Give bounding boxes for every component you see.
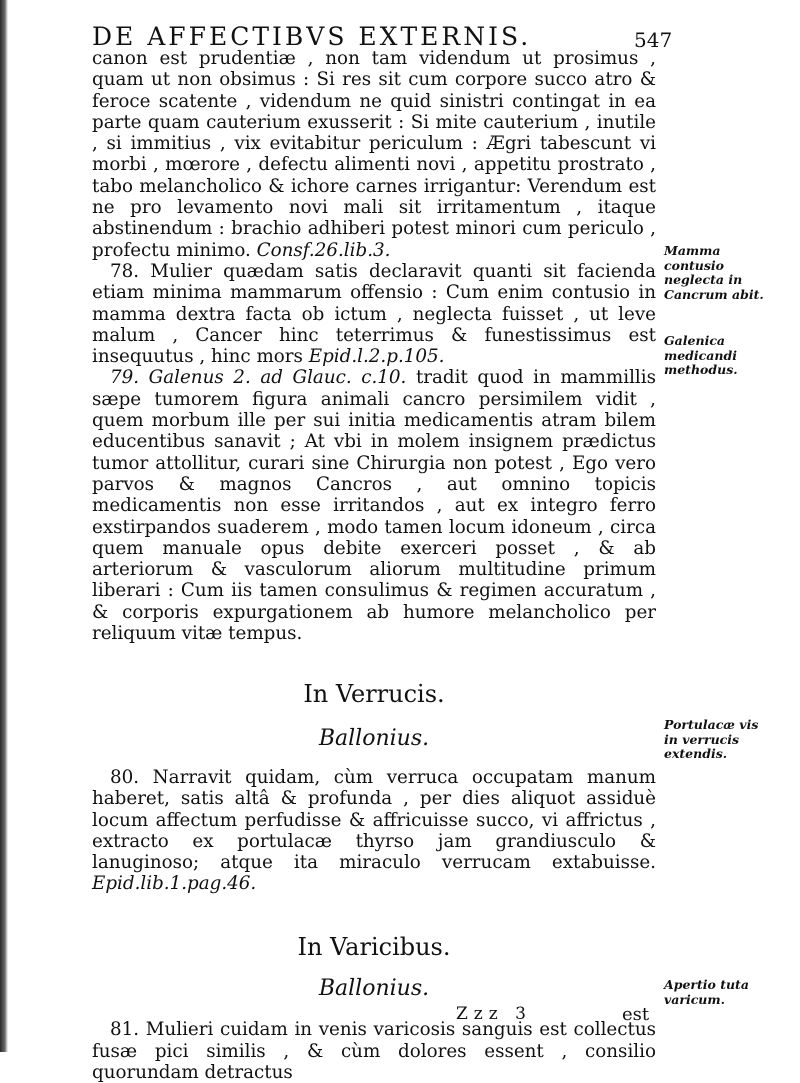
page-number: 547 [634,28,673,52]
paragraph-78 [92,261,656,367]
sidenote-mamma: Mamma contusio neglecta in Cancrum abit. [664,243,764,302]
sidenote-apertio: Apertio tuta varicum. [664,977,749,1007]
citation: 79. Galenus 2. ad Glauc. c.10. [110,367,407,389]
paragraph-text: 81. Mulieri cuidam in venis varicosis sanguis est collectus fusæ pici similis , & cùm dolores essent , consilio quorundam detractus [92,1019,656,1083]
paragraph-79 [92,367,656,644]
paragraph-continued [92,48,656,261]
paragraph-text: 80. Narravit quidam, cùm verruca occupatam manum haberet, satis altâ & profunda , per dies aliquot assiduè locum affectum perfudisse & affricuisse succo, vi affrictus , extracto ex portulacæ thyrso jam grandiusculo & lanuginoso; atque ita miraculo verrucam extabuisse. [92,766,656,874]
page-gutter-shadow [0,0,8,1052]
citation: Epid.l.2.p.105. [308,346,445,368]
running-head: DE AFFECTIBVS EXTERNIS. [92,22,532,51]
section-author-verrucis: Ballonius. [318,725,430,751]
section-heading-verrucis: In Verrucis. [303,680,445,709]
sidenote-portulaca: Portulacæ vis in verrucis extendis. [664,717,759,761]
section-author-varicibus: Ballonius. [318,975,430,1001]
paragraph-text: tradit quod in mammillis sæpe tumorem figura animali cancro persimilem vidit , quem morbum ille per sui initia medicamentis atram bilem educentibus sanavit ; At vbi in molem insignem prædictus tumor attollitur, curari sine Chirurgia non potest , Ego vero parvos & magnos Cancros , aut omnino topicis medicamentis non esse irritandos , aut ex integro ferro exstirpandos suaderem , modo tamen locum idoneum , circa quem manuale opus debite exerceri posset , & ab arteriorum & vasculorum aliorum multitudine primum liberari : Cum iis tamen consulimus & regimen accuratum , & corporis expurgationem ab humore melancholico per reliquum vitæ tempus. [92,367,657,645]
paragraph-text: canon est prudentiæ , non tam videndum ut prosimus , quam ut non obsimus : Si res sit cum corpore succo atro & feroce scatente , videndum ne quid sinistri contingat in ea parte quam cauterium exusserit : Si mite cauterium , inutile , si immitius , vix evitabitur periculum : Ægri tabescunt vi morbi , mœrore , defectu alimenti novi , appetitu prostrato , tabo melancholico & ichore carnes irrigantur: Verendum est ne pro levamento novi mali sit irritamentum , itaque abstinendum : brachio adhiberi potest minori cum periculo , profectu minimo. [92,48,656,261]
paragraph-text: 78. Mulier quædam satis declaravit quanti sit facienda etiam minima mammarum offensio : Cum enim contusio in mamma dextra facta ob ictum , neglecta fuisset , ut leve malum , Cancer hinc teterrimus & funestissimus est insequutus , hinc mors [92,260,656,368]
section-heading-varicibus: In Varicibus. [297,932,451,961]
sidenote-galenica: Galenica medicandi methodus. [664,333,738,377]
paragraph-81 [92,1019,656,1083]
citation: Epid.lib.1.pag.46. [92,873,257,895]
catchword: est [622,1004,650,1025]
paragraph-80 [92,767,656,895]
signature-mark: Zzz 3 [456,1004,532,1024]
citation: Consf.26.lib.3. [256,239,391,261]
main-text-column [92,48,656,1083]
